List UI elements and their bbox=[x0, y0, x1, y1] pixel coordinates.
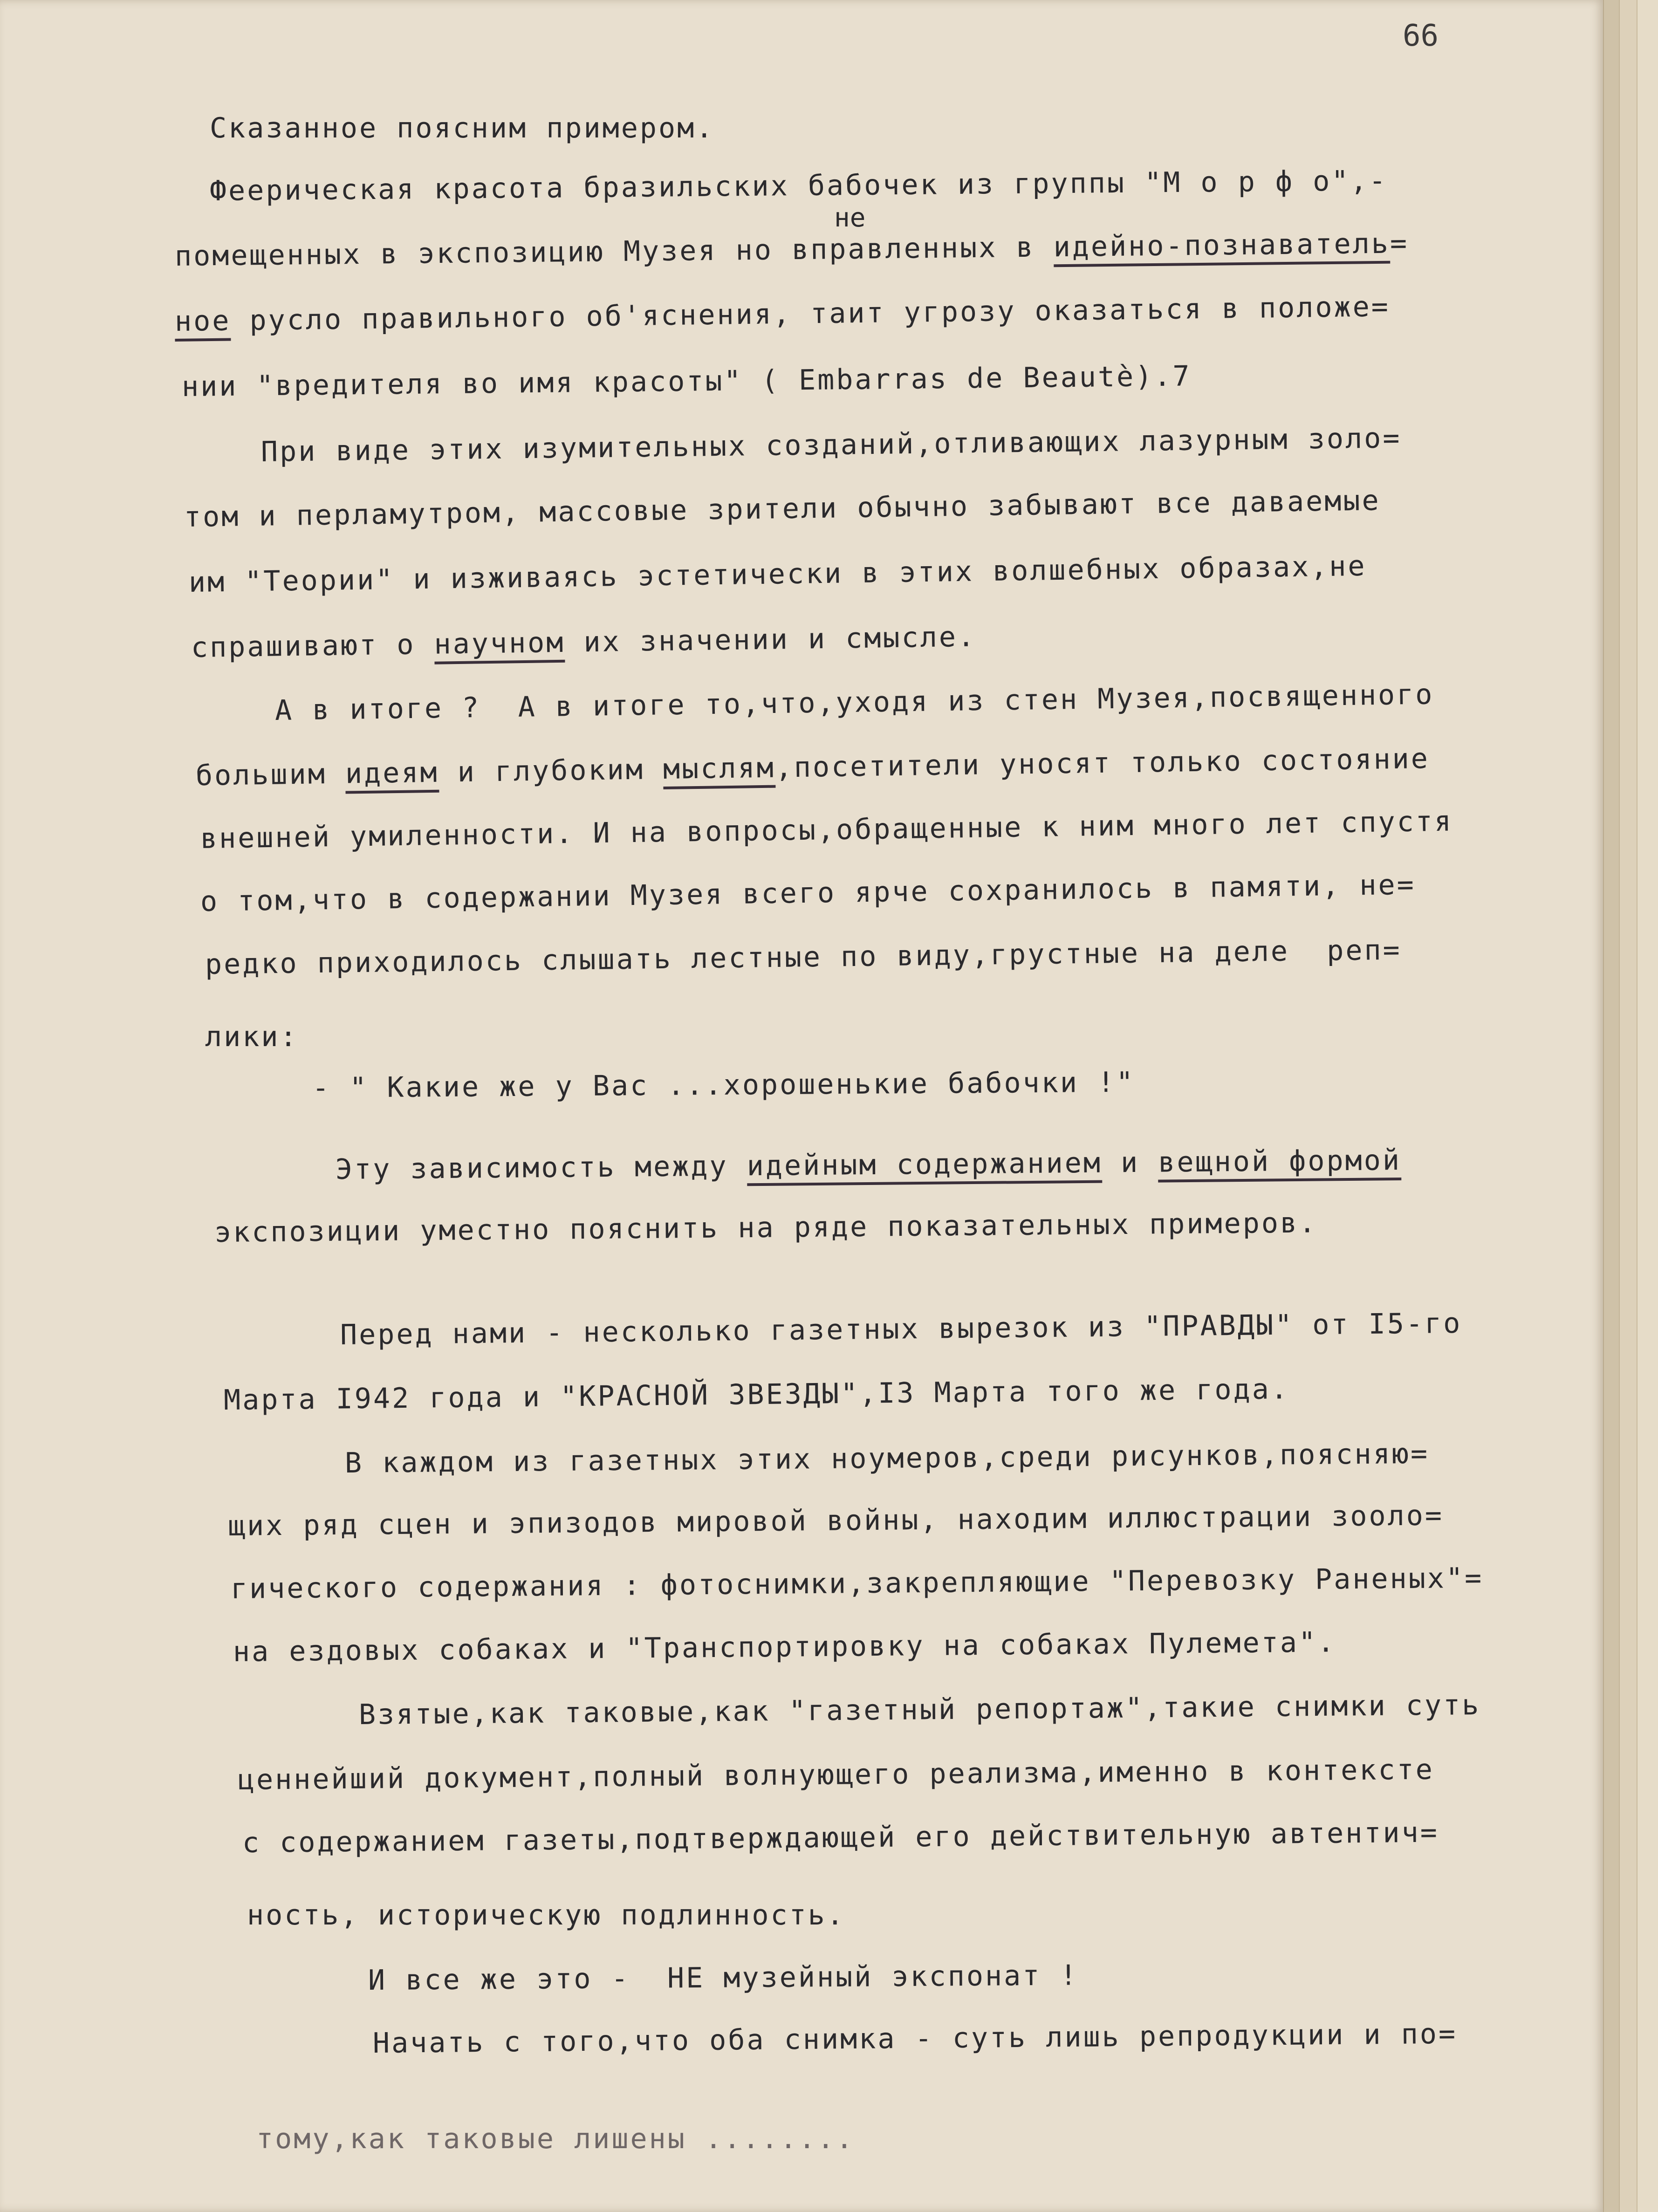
text-line: ное русло правильного об'яснения, таит угрозу оказаться в положе= bbox=[175, 293, 1391, 336]
handwritten-insertion: не bbox=[834, 203, 866, 233]
text-line: редко приходилось слышать лестные по виду,грустные на деле реп= bbox=[205, 933, 1402, 981]
text-line: Марта I942 года и "КРАСНОЙ ЗВЕЗДЫ",I3 Марта того же года. bbox=[223, 1373, 1290, 1417]
page-number: 66 bbox=[1403, 19, 1439, 53]
text-line: Взятые,как таковые,как "газетный репортаж",такие снимки суть bbox=[358, 1688, 1481, 1731]
text-line: нии "вредителя во имя красоты" ( Embarras de Beautè).7 bbox=[181, 360, 1192, 403]
underlined-phrase: научном bbox=[434, 626, 565, 664]
text-line: спрашивают о научном их значении и смысле. bbox=[191, 620, 977, 664]
underlined-phrase: ное bbox=[175, 305, 231, 342]
text-line: - " Какие же у Вас ...хорошенькие бабочки !" bbox=[312, 1066, 1135, 1104]
text-line: При виде этих изумительных созданий,отливающих лазурным золо= bbox=[260, 422, 1402, 468]
page-edge bbox=[1603, 0, 1620, 2212]
underlined-phrase: идейным содержанием bbox=[747, 1147, 1102, 1186]
text-line: Начать с того,что оба снимка - суть лишь репродукции и по= bbox=[372, 2017, 1458, 2060]
text-line: ценнейший документ,полный волнующего реализма,именно в контексте bbox=[237, 1753, 1435, 1796]
text-line: им "Теории" и изживаясь эстетически в этих волшебных образах,не bbox=[188, 549, 1367, 599]
text-line: экспозиции уместно пояснить на ряде показательных примеров. bbox=[214, 1206, 1318, 1249]
underlined-phrase: идейно-познаватель bbox=[1053, 227, 1390, 267]
text-line: В каждом из газетных этих ноумеров,среди рисунков,поясняю= bbox=[344, 1437, 1430, 1479]
page-edge bbox=[1619, 0, 1637, 2212]
underlined-phrase: мыслям bbox=[663, 752, 776, 789]
text-line: гического содержания : фотоснимки,закрепляющие "Перевозку Раненых"= bbox=[230, 1561, 1484, 1605]
text-line-overtyped: тому,как таковые лишены ........ bbox=[256, 2123, 855, 2155]
text-line: лики: bbox=[205, 1020, 299, 1053]
underlined-phrase: вещной формой bbox=[1158, 1144, 1401, 1183]
text-line: Сказанное поясним примером. bbox=[210, 112, 715, 144]
text-line: том и перламутром, массовые зрители обычно забывают все даваемые bbox=[184, 484, 1381, 534]
text-line: ность, историческую подлинность. bbox=[247, 1899, 845, 1931]
text-line: А в итоге ? А в итоге то,что,уходя из стен Музея,посвященного bbox=[274, 678, 1434, 727]
page-edge bbox=[1637, 0, 1658, 2212]
text-line: Феерическая красота бразильских бабочек из группы "М о р ф о",- bbox=[209, 164, 1388, 207]
underlined-phrase: идеям bbox=[345, 756, 439, 794]
text-line: И все же это - НЕ музейный экспонат ! bbox=[368, 1959, 1079, 1997]
text-line: большим идеям и глубоким мыслям,посетители уносят только состояние bbox=[196, 745, 1430, 790]
text-line: о том,что в содержании Музея всего ярче сохранилось в памяти, не= bbox=[200, 868, 1416, 918]
text-line: щих ряд сцен и эпизодов мировой войны, находим иллюстрации зооло= bbox=[228, 1499, 1444, 1542]
text-line: Эту зависимость между идейным содержанием и вещной формой bbox=[335, 1144, 1402, 1186]
text-line: внешней умиленности. И на вопросы,обращенные к ним много лет спустя bbox=[200, 805, 1453, 855]
text-line: на ездовых собаках и "Транспортировку на собаках Пулемета". bbox=[233, 1626, 1336, 1668]
text-line: с содержанием газеты,подтверждающей его действительную автентич= bbox=[242, 1816, 1439, 1859]
text-line: помещенных в экспозицию Музея но вправленных в идейно-познаватель= bbox=[174, 227, 1409, 273]
text-line: Перед нами - несколько газетных вырезок из "ПРАВДЫ" от I5-го bbox=[340, 1307, 1462, 1351]
